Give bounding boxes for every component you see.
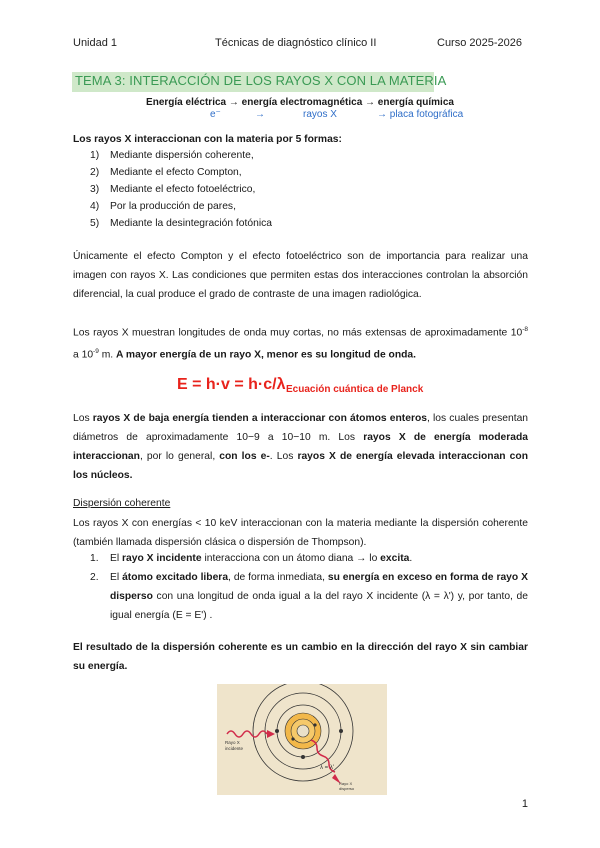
atom-diagram [217, 684, 387, 795]
nucleus [297, 725, 309, 737]
coherent-steps [90, 549, 528, 625]
list-item: 3) Mediante el efecto fotoeléctrico, [90, 184, 256, 195]
list-item: 1) Mediante dispersión coherente, [90, 150, 254, 161]
planck-equation: E = h·v = h·c/λ [177, 376, 286, 393]
incident-ray [227, 731, 267, 737]
paragraph-compton: Únicamente el efecto Compton y el efecto fotoeléctrico son de importancia para realizar una imagen con rayos X. Las condiciones que permiten estas dos interacciones controlan la absorción diferencial, la cual produce el grado de contraste de una imagen radiológica. [73, 251, 528, 300]
list-item: 4) Por la producción de pares, [90, 201, 236, 212]
coherent-scattering-figure [217, 684, 387, 795]
header-subject: Técnicas de diagnóstico clínico II [215, 37, 377, 49]
paragraph-coherent-intro: Los rayos X con energías < 10 keV interaccionan con la materia mediante la dispersión coherente (también llamada dispersión clásica o dispersión de Thompson). [73, 518, 528, 548]
incident-label: Rayo X [225, 740, 240, 745]
list-item: 1. El rayo X incidente interacciona con un átomo diana → lo excita. [90, 553, 413, 564]
flow-electron: e⁻ [210, 109, 221, 120]
energy-flow-line: Energía eléctrica → energía electromagnética → energía química [146, 97, 454, 108]
flow-xrays: rayos X [303, 109, 337, 120]
list-item: 5) Mediante la desintegración fotónica [90, 218, 272, 229]
planck-label: Ecuación cuántica de Planck [286, 384, 424, 395]
flow-plate: → placa fotográfica [377, 109, 464, 120]
section-heading-coherent: Dispersión coherente [73, 498, 171, 509]
flow-arrow: → [255, 109, 265, 120]
arrow-right-icon [267, 730, 275, 738]
scattered-label-2: disperso [339, 786, 355, 791]
paragraph-energy-levels: Los rayos X de baja energía tienden a interaccionar con átomos enteros, los cuales presentan diámetros de aproximadamente 10−9 a 10−10 m. Los rayos X de energía moderada interaccionan, por lo general, con los e-. Los rayos X de energía elevada interaccionan con los núcleos. [73, 413, 529, 481]
lambda-label: λ = λ' [320, 765, 334, 771]
forms-list [90, 147, 272, 232]
paragraph-conclusion: El resultado de la dispersión coherente es un cambio en la dirección del rayo X sin cambiar su energía. [73, 642, 528, 672]
list-item: 2) Mediante el efecto Compton, [90, 167, 242, 178]
scattered-label: Rayo X [339, 781, 353, 786]
header-course: Curso 2025-2026 [437, 37, 523, 49]
header-unit: Unidad 1 [73, 37, 118, 49]
forms-intro: Los rayos X interaccionan con la materia por 5 formas: [73, 134, 342, 145]
page-number: 1 [521, 798, 528, 810]
list-item: 2. El átomo excitado libera, de forma inmediata, su energía en exceso en forma de rayo X disperso con una longitud de onda igual a la del rayo X incidente (λ = λ') y, por tanto, de igual energía (E = E') . [90, 572, 528, 621]
incident-label-2: incidente [225, 746, 244, 751]
paragraph-wavelength: Los rayos X muestran longitudes de onda muy cortas, no más extensas de aproximadamente $10^{-8}$ a $10^{-9}$ m. A mayor energía de un rayo X, menor es su longitud de onda. [73, 326, 528, 361]
page-title: TEMA 3: INTERACCIÓN DE LOS RAYOS X CON LA MATERIA [75, 73, 447, 88]
